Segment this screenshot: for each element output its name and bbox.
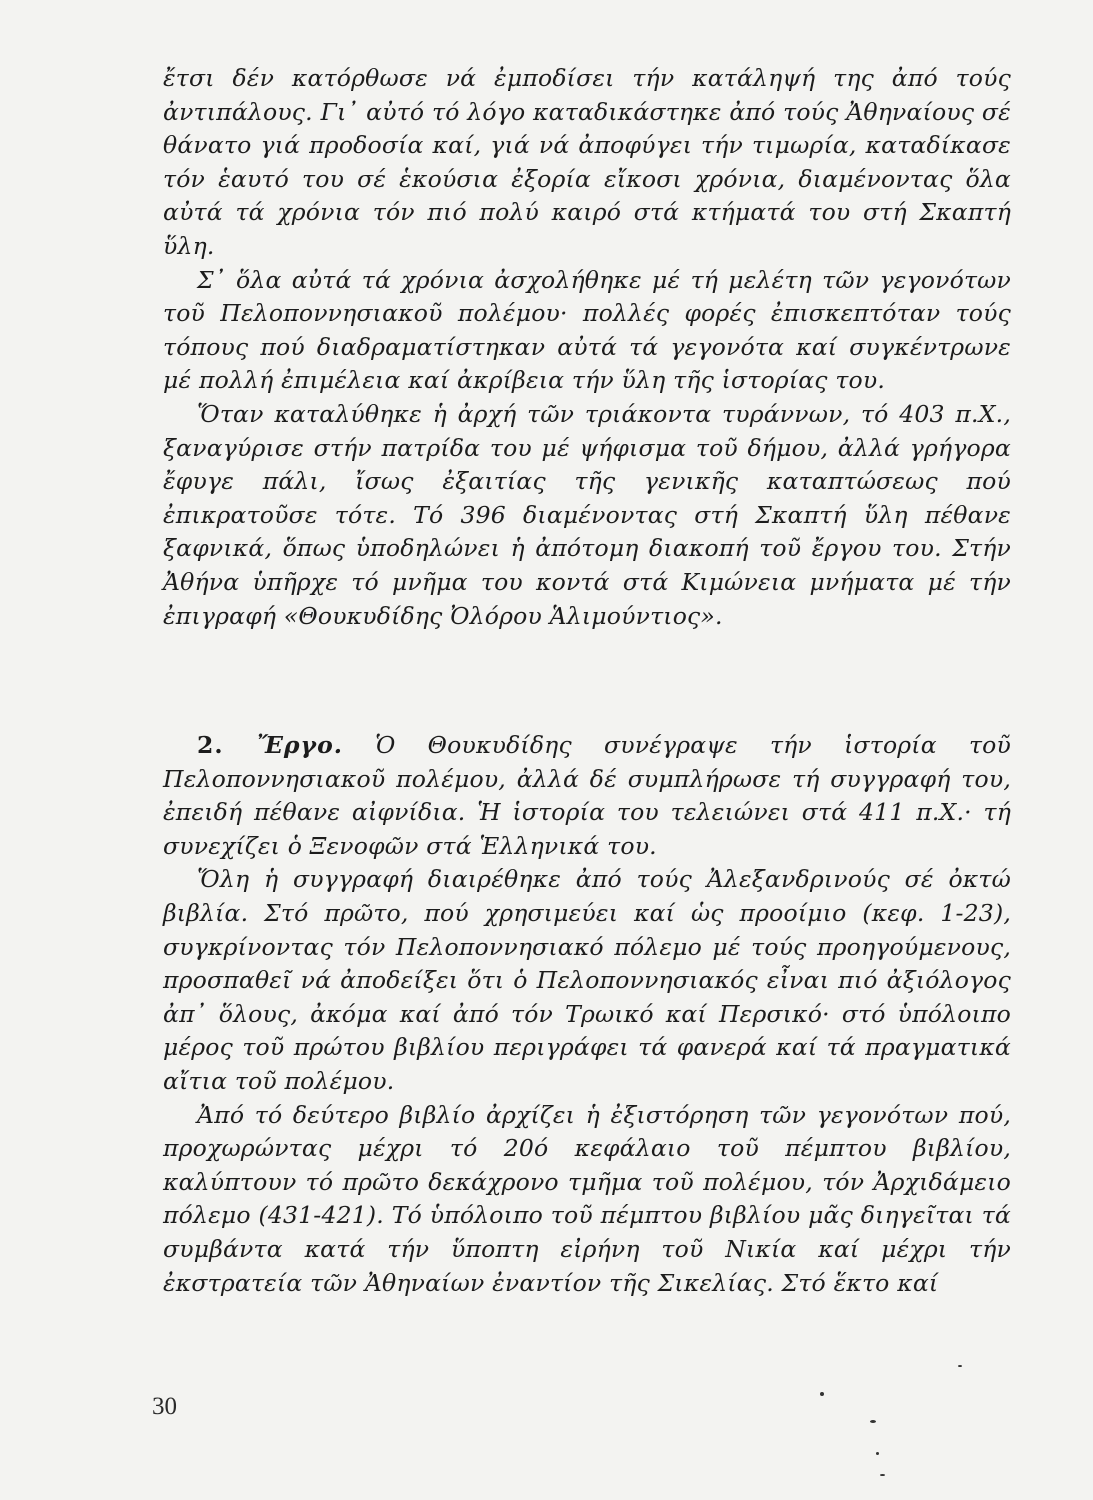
page-number: 30 bbox=[152, 1393, 177, 1420]
paper-speck bbox=[870, 1420, 876, 1423]
paragraph-4: Ὁ Θουκυδίδης συνέγραψε τήν ἱστορία τοῦ Πελοποννησιακοῦ πολέμου, ἀλλά δέ συμπλήρωσε τή συγγραφή του, ἐπειδή πέθανε αἰφνίδια. Ἡ ἱστορία του τελειώνει στά 411 π.Χ.· τή συνεχίζει ὁ Ξενοφῶν στά Ἑλληνικά του. bbox=[163, 731, 1011, 860]
paper-speck bbox=[880, 1474, 885, 1476]
section-paragraph bbox=[163, 729, 1011, 863]
paper-speck bbox=[820, 1392, 824, 1396]
paragraph-5: Ὅλη ἡ συγγραφή διαιρέθηκε ἀπό τούς Ἀλεξανδρινούς σέ ὀκτώ βιβλία. Στό πρῶτο, πού χρησιμεύει καί ὡς προοίμιο (κεφ. 1-23), συγκρίνοντας τόν Πελοποννησιακό πόλεμο μέ τούς προηγούμενους, προσπαθεῖ νά ἀποδείξει ὅτι ὁ Πελοποννησιακός εἶναι πιό ἀξιόλογος ἀπ᾿ ὅλους, ἀκόμα καί ἀπό τόν Τρωικό καί Περσικό· στό ὑπόλοιπο μέρος τοῦ πρώτου βιβλίου περιγράφει τά φανερά καί τά πραγματικά αἴτια τοῦ πολέμου. bbox=[163, 865, 1011, 1096]
paper-speck bbox=[958, 1365, 962, 1367]
page-body bbox=[163, 62, 1011, 1300]
paragraph-1: ἔτσι δέν κατόρθωσε νά ἐμποδίσει τήν κατάληψή της ἀπό τούς ἀντιπάλους. Γι᾿ αὐτό τό λόγο καταδικάστηκε ἀπό τούς Ἀθηναίους σέ θάνατο γιά προδοσία καί, γιά νά ἀποφύγει τήν τιμωρία, καταδίκασε τόν ἑαυτό του σέ ἑκούσια ἐξορία εἴκοσι χρόνια, διαμένοντας ὅλα αὐτά τά χρόνια τόν πιό πολύ καιρό στά κτήματά του στή Σκαπτή ὕλη. bbox=[163, 64, 1011, 260]
section-heading bbox=[197, 731, 343, 759]
paragraph-2: Σ᾿ ὅλα αὐτά τά χρόνια ἀσχολήθηκε μέ τή μελέτη τῶν γεγονότων τοῦ Πελοποννησιακοῦ πολέμου· πολλές φορές ἐπισκεπτόταν τούς τόπους πού διαδραματίστηκαν αὐτά τά γεγονότα καί συγκέντρωνε μέ πολλή ἐπιμέλεια καί ἀκρίβεια τήν ὕλη τῆς ἱστορίας του. bbox=[163, 265, 1011, 395]
section-title: Ἔργο. bbox=[257, 731, 343, 760]
section-number: 2. bbox=[197, 731, 224, 760]
paragraph-6: Ἀπό τό δεύτερο βιβλίο ἀρχίζει ἡ ἐξιστόρηση τῶν γεγονότων πού, προχωρώντας μέχρι τό 20ό κεφάλαιο τοῦ πέμπτου βιβλίου, καλύπτουν τό πρῶτο δεκάχρονο τμῆμα τοῦ πολέμου, τόν Ἀρχιδάμειο πόλεμο (431-421). Τό ὑπόλοιπο τοῦ πέμπτου βιβλίου μᾶς διηγεῖται τά συμβάντα κατά τήν ὕποπτη εἰρήνη τοῦ Νικία καί μέχρι τήν ἐκστρατεία τῶν Ἀθηναίων ἐναντίον τῆς Σικελίας. Στό ἕκτο καί bbox=[163, 1100, 1011, 1297]
paragraph-3: Ὅταν καταλύθηκε ἡ ἀρχή τῶν τριάκοντα τυράννων, τό 403 π.Χ., ξαναγύρισε στήν πατρίδα του μέ ψήφισμα τοῦ δήμου, ἀλλά γρήγορα ἔφυγε πάλι, ἴσως ἐξαιτίας τῆς γενικῆς καταπτώσεως πού ἐπικρατοῦσε τότε. Τό 396 διαμένοντας στή Σκαπτή ὕλη πέθανε ξαφνικά, ὅπως ὑποδηλώνει ἡ ἀπότομη διακοπή τοῦ ἔργου του. Στήν Ἀθήνα ὑπῆρχε τό μνῆμα του κοντά στά Κιμώνεια μνήματα μέ τήν ἐπιγραφή «Θουκυδίδης Ὀλόρου Ἁλιμούντιος». bbox=[163, 399, 1011, 630]
section-spacer bbox=[163, 633, 1011, 729]
paper-speck bbox=[876, 1452, 879, 1455]
